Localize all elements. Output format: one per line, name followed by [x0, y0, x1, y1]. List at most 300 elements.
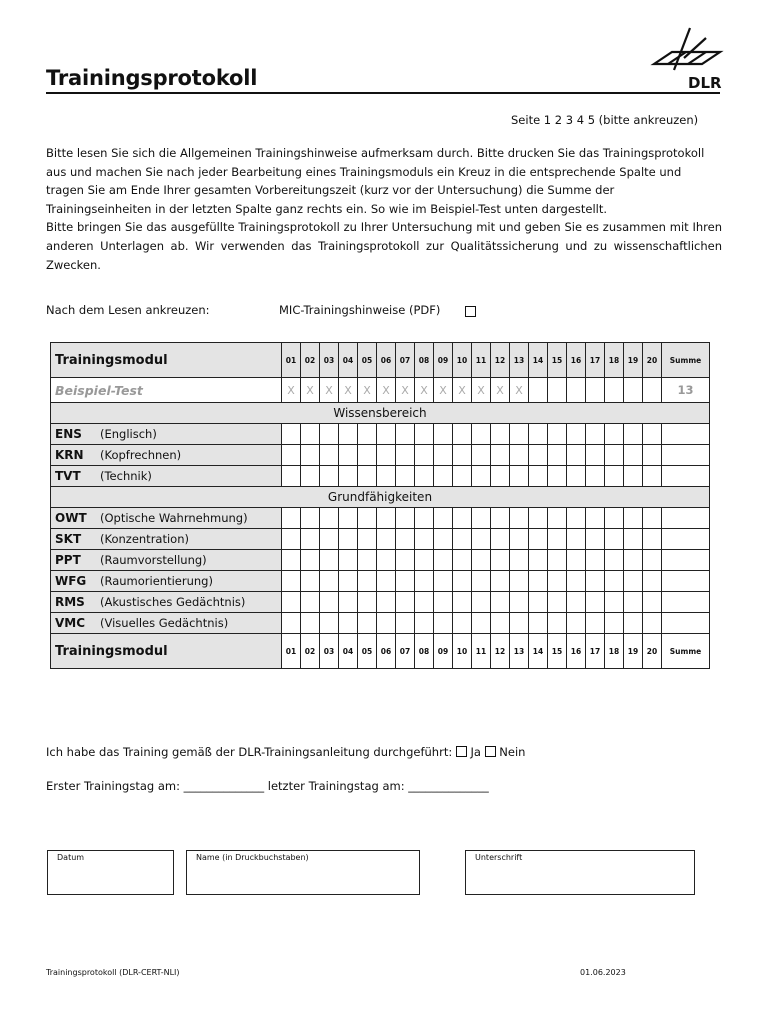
column-header-module: Trainingsmodul: [51, 634, 282, 669]
module-label: [51, 445, 282, 466]
session-checkbox-cell[interactable]: [339, 550, 358, 571]
module-row: [51, 550, 710, 571]
dlr-logo: [644, 24, 724, 94]
session-checkbox-cell[interactable]: [415, 445, 434, 466]
module-row: [51, 508, 710, 529]
session-checkbox-cell[interactable]: [548, 445, 567, 466]
session-checkbox-cell[interactable]: [282, 550, 301, 571]
signature-field-label: Unterschrift: [475, 853, 523, 862]
column-header-session: 17: [586, 343, 605, 378]
footer-doc-id: Trainingsprotokoll (DLR-CERT-NLI): [46, 968, 180, 977]
session-checkbox-cell[interactable]: [567, 592, 586, 613]
column-header-session: 19: [624, 343, 643, 378]
sum-input-cell[interactable]: [662, 613, 710, 634]
column-header-session: 02: [301, 634, 320, 669]
column-header-session: 08: [415, 634, 434, 669]
session-checkbox-cell[interactable]: [453, 592, 472, 613]
session-checkbox-cell[interactable]: [529, 550, 548, 571]
session-checkbox-cell[interactable]: [586, 592, 605, 613]
module-label: [51, 508, 282, 529]
session-checkbox-cell[interactable]: [586, 529, 605, 550]
training-notes-link[interactable]: MIC-Trainingshinweise (PDF): [279, 303, 441, 317]
training-log-table: [50, 342, 710, 669]
column-header-session: 01: [282, 343, 301, 378]
session-checkbox-cell[interactable]: [339, 592, 358, 613]
column-header-session: 06: [377, 634, 396, 669]
example-mark: X: [472, 378, 491, 403]
session-checkbox-cell[interactable]: [529, 424, 548, 445]
session-checkbox-cell[interactable]: [377, 550, 396, 571]
session-checkbox-cell[interactable]: [605, 466, 624, 487]
session-checkbox-cell[interactable]: [339, 613, 358, 634]
no-label: Nein: [499, 745, 526, 759]
session-checkbox-cell[interactable]: [339, 466, 358, 487]
section-header-row: [51, 403, 710, 424]
session-checkbox-cell[interactable]: [434, 424, 453, 445]
training-confirmation: [46, 745, 525, 759]
session-checkbox-cell[interactable]: [624, 445, 643, 466]
session-checkbox-cell[interactable]: [358, 424, 377, 445]
session-checkbox-cell[interactable]: [282, 466, 301, 487]
session-checkbox-cell[interactable]: [453, 529, 472, 550]
session-checkbox-cell[interactable]: [320, 529, 339, 550]
session-checkbox-cell[interactable]: [453, 613, 472, 634]
session-checkbox-cell[interactable]: [282, 613, 301, 634]
session-checkbox-cell[interactable]: [491, 592, 510, 613]
session-checkbox-cell[interactable]: [434, 550, 453, 571]
column-header-session: 12: [491, 343, 510, 378]
session-checkbox-cell[interactable]: [415, 466, 434, 487]
column-header-session: 12: [491, 634, 510, 669]
session-checkbox-cell[interactable]: [320, 445, 339, 466]
session-checkbox-cell[interactable]: [510, 529, 529, 550]
session-checkbox-cell[interactable]: [301, 571, 320, 592]
session-checkbox-cell[interactable]: [643, 466, 662, 487]
first-day-field[interactable]: ______________: [183, 779, 265, 793]
session-checkbox-cell[interactable]: [320, 550, 339, 571]
session-checkbox-cell[interactable]: [415, 613, 434, 634]
module-row: [51, 613, 710, 634]
yes-checkbox[interactable]: [456, 746, 467, 757]
session-checkbox-cell[interactable]: [624, 592, 643, 613]
session-checkbox-cell[interactable]: [339, 529, 358, 550]
session-checkbox-cell[interactable]: [396, 550, 415, 571]
session-checkbox-cell[interactable]: [529, 613, 548, 634]
date-field[interactable]: [47, 850, 174, 895]
session-checkbox-cell[interactable]: [605, 529, 624, 550]
session-checkbox-cell[interactable]: [491, 550, 510, 571]
session-checkbox-cell[interactable]: [624, 508, 643, 529]
example-mark: X: [510, 378, 529, 403]
instructions-paragraph-1: Bitte lesen Sie sich die Allgemeinen Trainingshinweise aufmerksam durch. Bitte drucken Sie das Trainingsprotokoll aus und machen Sie nach jeder Bearbeitung eines Trainingsmoduls ein Kreuz in die entsprechende Spalte und tragen Sie am Ende Ihrer gesamten Vorbereitungszeit (kurz vor der Untersuchung) die Summe der Trainingseinheiten in der letzten Spalte ganz rechts ein. So wie im Beispiel-Test unten dargestellt.: [46, 146, 705, 216]
page-selector[interactable]: Seite 1 2 3 4 5 (bitte ankreuzen): [511, 113, 699, 127]
column-header-session: 05: [358, 634, 377, 669]
session-checkbox-cell[interactable]: [605, 550, 624, 571]
module-name: (Englisch): [100, 427, 157, 441]
sum-input-cell[interactable]: [662, 529, 710, 550]
module-code: TVT: [55, 469, 81, 483]
session-checkbox-cell[interactable]: [320, 592, 339, 613]
session-checkbox-cell[interactable]: [529, 466, 548, 487]
session-checkbox-cell[interactable]: [358, 508, 377, 529]
session-checkbox-cell[interactable]: [643, 592, 662, 613]
last-day-label: letzter Trainingstag am:: [267, 779, 405, 793]
module-row: [51, 529, 710, 550]
session-checkbox-cell[interactable]: [301, 529, 320, 550]
session-checkbox-cell[interactable]: [434, 592, 453, 613]
module-label: [51, 571, 282, 592]
column-header-session: 11: [472, 634, 491, 669]
module-code: WFG: [55, 574, 87, 588]
session-checkbox-cell[interactable]: [339, 508, 358, 529]
session-checkbox-cell[interactable]: [605, 613, 624, 634]
session-checkbox-cell[interactable]: [415, 424, 434, 445]
first-day-label: Erster Trainingstag am:: [46, 779, 180, 793]
sum-input-cell[interactable]: [662, 592, 710, 613]
column-header-session: 11: [472, 343, 491, 378]
column-header-session: 05: [358, 343, 377, 378]
example-mark: [586, 378, 605, 403]
session-checkbox-cell[interactable]: [529, 508, 548, 529]
session-checkbox-cell[interactable]: [434, 529, 453, 550]
dlr-logo-icon: [644, 24, 724, 94]
example-mark: X: [320, 378, 339, 403]
session-checkbox-cell[interactable]: [643, 550, 662, 571]
session-checkbox-cell[interactable]: [453, 424, 472, 445]
session-checkbox-cell[interactable]: [491, 571, 510, 592]
session-checkbox-cell[interactable]: [605, 445, 624, 466]
module-label: [51, 529, 282, 550]
session-checkbox-cell[interactable]: [643, 445, 662, 466]
session-checkbox-cell[interactable]: [358, 592, 377, 613]
session-checkbox-cell[interactable]: [358, 550, 377, 571]
example-mark: [605, 378, 624, 403]
session-checkbox-cell[interactable]: [282, 571, 301, 592]
session-checkbox-cell[interactable]: [510, 508, 529, 529]
session-checkbox-cell[interactable]: [358, 529, 377, 550]
module-name: (Raumvorstellung): [100, 553, 207, 567]
module-label: [51, 466, 282, 487]
session-checkbox-cell[interactable]: [472, 424, 491, 445]
read-checkbox[interactable]: [465, 306, 476, 317]
session-checkbox-cell[interactable]: [377, 424, 396, 445]
session-checkbox-cell[interactable]: [453, 571, 472, 592]
session-checkbox-cell[interactable]: [377, 592, 396, 613]
session-checkbox-cell[interactable]: [396, 529, 415, 550]
session-checkbox-cell[interactable]: [567, 424, 586, 445]
session-checkbox-cell[interactable]: [339, 571, 358, 592]
session-checkbox-cell[interactable]: [529, 571, 548, 592]
session-checkbox-cell[interactable]: [472, 466, 491, 487]
column-header-session: 07: [396, 343, 415, 378]
column-header-session: 17: [586, 634, 605, 669]
session-checkbox-cell[interactable]: [415, 529, 434, 550]
column-header-session: 19: [624, 634, 643, 669]
module-code: VMC: [55, 616, 86, 630]
session-checkbox-cell[interactable]: [282, 424, 301, 445]
column-header-session: 08: [415, 343, 434, 378]
session-checkbox-cell[interactable]: [472, 508, 491, 529]
session-checkbox-cell[interactable]: [491, 508, 510, 529]
session-checkbox-cell[interactable]: [548, 466, 567, 487]
column-header-session: 09: [434, 634, 453, 669]
module-name: (Kopfrechnen): [100, 448, 182, 462]
session-checkbox-cell[interactable]: [358, 571, 377, 592]
column-header-session: 20: [643, 634, 662, 669]
session-checkbox-cell[interactable]: [510, 424, 529, 445]
column-header-module: Trainingsmodul: [51, 343, 282, 378]
session-checkbox-cell[interactable]: [434, 508, 453, 529]
session-checkbox-cell[interactable]: [358, 613, 377, 634]
column-header-sum: Summe: [662, 343, 710, 378]
session-checkbox-cell[interactable]: [586, 550, 605, 571]
session-checkbox-cell[interactable]: [624, 550, 643, 571]
session-checkbox-cell[interactable]: [529, 592, 548, 613]
session-checkbox-cell[interactable]: [396, 571, 415, 592]
sum-input-cell[interactable]: [662, 508, 710, 529]
session-checkbox-cell[interactable]: [301, 550, 320, 571]
example-mark: X: [415, 378, 434, 403]
session-checkbox-cell[interactable]: [491, 424, 510, 445]
column-header-session: 20: [643, 343, 662, 378]
session-checkbox-cell[interactable]: [415, 592, 434, 613]
session-checkbox-cell[interactable]: [567, 466, 586, 487]
column-header-session: 18: [605, 343, 624, 378]
module-code: OWT: [55, 511, 87, 525]
signature-field[interactable]: [465, 850, 695, 895]
session-checkbox-cell[interactable]: [301, 466, 320, 487]
session-checkbox-cell[interactable]: [548, 613, 567, 634]
session-checkbox-cell[interactable]: [301, 445, 320, 466]
session-checkbox-cell[interactable]: [643, 508, 662, 529]
session-checkbox-cell[interactable]: [282, 529, 301, 550]
section-title: Wissensbereich: [51, 403, 710, 424]
session-checkbox-cell[interactable]: [453, 466, 472, 487]
session-checkbox-cell[interactable]: [434, 445, 453, 466]
session-checkbox-cell[interactable]: [415, 571, 434, 592]
example-sum: 13: [662, 378, 710, 403]
session-checkbox-cell[interactable]: [567, 508, 586, 529]
column-header-session: 04: [339, 343, 358, 378]
table-header-row: [51, 343, 710, 378]
section-title: Grundfähigkeiten: [51, 487, 710, 508]
session-checkbox-cell[interactable]: [605, 592, 624, 613]
column-header-session: 01: [282, 634, 301, 669]
column-header-session: 04: [339, 634, 358, 669]
module-label: [51, 592, 282, 613]
example-mark: X: [453, 378, 472, 403]
session-checkbox-cell[interactable]: [510, 466, 529, 487]
session-checkbox-cell[interactable]: [453, 550, 472, 571]
session-checkbox-cell[interactable]: [643, 613, 662, 634]
session-checkbox-cell[interactable]: [301, 424, 320, 445]
session-checkbox-cell[interactable]: [510, 445, 529, 466]
session-checkbox-cell[interactable]: [643, 571, 662, 592]
sum-input-cell[interactable]: [662, 571, 710, 592]
session-checkbox-cell[interactable]: [415, 550, 434, 571]
column-header-session: 16: [567, 634, 586, 669]
session-checkbox-cell[interactable]: [301, 613, 320, 634]
session-checkbox-cell[interactable]: [320, 508, 339, 529]
session-checkbox-cell[interactable]: [282, 592, 301, 613]
session-checkbox-cell[interactable]: [548, 571, 567, 592]
session-checkbox-cell[interactable]: [491, 529, 510, 550]
example-mark: X: [358, 378, 377, 403]
example-mark: X: [282, 378, 301, 403]
session-checkbox-cell[interactable]: [548, 508, 567, 529]
session-checkbox-cell[interactable]: [377, 466, 396, 487]
session-checkbox-cell[interactable]: [548, 550, 567, 571]
date-field-label: Datum: [57, 853, 85, 862]
column-header-session: 18: [605, 634, 624, 669]
session-checkbox-cell[interactable]: [510, 592, 529, 613]
session-checkbox-cell[interactable]: [434, 571, 453, 592]
session-checkbox-cell[interactable]: [301, 508, 320, 529]
session-checkbox-cell[interactable]: [434, 466, 453, 487]
title-underline: [46, 92, 720, 94]
session-checkbox-cell[interactable]: [624, 571, 643, 592]
svg-text:DLR: DLR: [688, 74, 722, 92]
session-checkbox-cell[interactable]: [377, 445, 396, 466]
session-checkbox-cell[interactable]: [396, 508, 415, 529]
session-checkbox-cell[interactable]: [624, 466, 643, 487]
session-checkbox-cell[interactable]: [567, 529, 586, 550]
session-checkbox-cell[interactable]: [510, 613, 529, 634]
column-header-session: 15: [548, 634, 567, 669]
session-checkbox-cell[interactable]: [586, 424, 605, 445]
session-checkbox-cell[interactable]: [624, 424, 643, 445]
footer-date: 01.06.2023: [580, 968, 626, 977]
module-name: (Visuelles Gedächtnis): [100, 616, 229, 630]
session-checkbox-cell[interactable]: [434, 613, 453, 634]
module-row: [51, 445, 710, 466]
session-checkbox-cell[interactable]: [320, 571, 339, 592]
session-checkbox-cell[interactable]: [396, 613, 415, 634]
session-checkbox-cell[interactable]: [377, 508, 396, 529]
session-checkbox-cell[interactable]: [605, 508, 624, 529]
read-confirmation-label: Nach dem Lesen ankreuzen:: [46, 303, 210, 317]
session-checkbox-cell[interactable]: [567, 571, 586, 592]
session-checkbox-cell[interactable]: [491, 445, 510, 466]
session-checkbox-cell[interactable]: [510, 550, 529, 571]
session-checkbox-cell[interactable]: [529, 529, 548, 550]
session-checkbox-cell[interactable]: [377, 571, 396, 592]
no-checkbox[interactable]: [485, 746, 496, 757]
module-name: (Konzentration): [100, 532, 189, 546]
session-checkbox-cell[interactable]: [643, 529, 662, 550]
session-checkbox-cell[interactable]: [320, 613, 339, 634]
module-code: ENS: [55, 427, 82, 441]
session-checkbox-cell[interactable]: [396, 424, 415, 445]
session-checkbox-cell[interactable]: [548, 529, 567, 550]
module-row: [51, 424, 710, 445]
session-checkbox-cell[interactable]: [396, 592, 415, 613]
session-checkbox-cell[interactable]: [358, 466, 377, 487]
module-row: [51, 466, 710, 487]
session-checkbox-cell[interactable]: [339, 445, 358, 466]
example-mark: X: [377, 378, 396, 403]
session-checkbox-cell[interactable]: [586, 571, 605, 592]
session-checkbox-cell[interactable]: [396, 466, 415, 487]
session-checkbox-cell[interactable]: [567, 613, 586, 634]
section-header-row: [51, 487, 710, 508]
page-title: Trainingsprotokoll: [46, 66, 258, 90]
session-checkbox-cell[interactable]: [643, 424, 662, 445]
column-header-session: 02: [301, 343, 320, 378]
session-checkbox-cell[interactable]: [529, 445, 548, 466]
session-checkbox-cell[interactable]: [472, 571, 491, 592]
session-checkbox-cell[interactable]: [510, 571, 529, 592]
module-code: PPT: [55, 553, 81, 567]
session-checkbox-cell[interactable]: [605, 424, 624, 445]
module-code: RMS: [55, 595, 85, 609]
session-checkbox-cell[interactable]: [472, 613, 491, 634]
column-header-session: 14: [529, 343, 548, 378]
session-checkbox-cell[interactable]: [358, 445, 377, 466]
session-checkbox-cell[interactable]: [472, 529, 491, 550]
sum-input-cell[interactable]: [662, 466, 710, 487]
column-header-session: 09: [434, 343, 453, 378]
example-mark: X: [491, 378, 510, 403]
session-checkbox-cell[interactable]: [320, 424, 339, 445]
session-checkbox-cell[interactable]: [624, 613, 643, 634]
name-field[interactable]: [186, 850, 420, 895]
session-checkbox-cell[interactable]: [472, 550, 491, 571]
sum-input-cell[interactable]: [662, 424, 710, 445]
session-checkbox-cell[interactable]: [320, 466, 339, 487]
session-checkbox-cell[interactable]: [548, 592, 567, 613]
session-checkbox-cell[interactable]: [586, 613, 605, 634]
module-row: [51, 592, 710, 613]
session-checkbox-cell[interactable]: [472, 592, 491, 613]
column-header-session: 13: [510, 634, 529, 669]
session-checkbox-cell[interactable]: [586, 466, 605, 487]
session-checkbox-cell[interactable]: [624, 529, 643, 550]
session-checkbox-cell[interactable]: [282, 508, 301, 529]
sum-input-cell[interactable]: [662, 550, 710, 571]
session-checkbox-cell[interactable]: [301, 592, 320, 613]
sum-input-cell[interactable]: [662, 445, 710, 466]
session-checkbox-cell[interactable]: [491, 613, 510, 634]
session-checkbox-cell[interactable]: [415, 508, 434, 529]
module-name: (Raumorientierung): [100, 574, 213, 588]
instructions-paragraph-2: Bitte bringen Sie das ausgefüllte Trainingsprotokoll zu Ihrer Untersuchung mit und geben Sie es zusammen mit Ihren anderen Unterlagen ab. Wir verwenden das Trainingsprotokoll zur Qualitätssicherung und zu wissenschaftlichen Zwecken.: [46, 220, 722, 272]
session-checkbox-cell[interactable]: [491, 466, 510, 487]
session-checkbox-cell[interactable]: [453, 508, 472, 529]
session-checkbox-cell[interactable]: [586, 445, 605, 466]
example-mark: [624, 378, 643, 403]
session-checkbox-cell[interactable]: [472, 445, 491, 466]
session-checkbox-cell[interactable]: [396, 445, 415, 466]
session-checkbox-cell[interactable]: [339, 424, 358, 445]
module-label: [51, 613, 282, 634]
session-checkbox-cell[interactable]: [548, 424, 567, 445]
example-mark: [567, 378, 586, 403]
session-checkbox-cell[interactable]: [605, 571, 624, 592]
session-checkbox-cell[interactable]: [377, 529, 396, 550]
session-checkbox-cell[interactable]: [377, 613, 396, 634]
session-checkbox-cell[interactable]: [453, 445, 472, 466]
module-label: [51, 424, 282, 445]
session-checkbox-cell[interactable]: [567, 445, 586, 466]
name-field-label: Name (in Druckbuchstaben): [196, 853, 309, 862]
session-checkbox-cell[interactable]: [282, 445, 301, 466]
session-checkbox-cell[interactable]: [586, 508, 605, 529]
last-day-field[interactable]: ______________: [408, 779, 489, 793]
example-label: Beispiel-Test: [51, 378, 282, 403]
session-checkbox-cell[interactable]: [567, 550, 586, 571]
example-mark: X: [301, 378, 320, 403]
